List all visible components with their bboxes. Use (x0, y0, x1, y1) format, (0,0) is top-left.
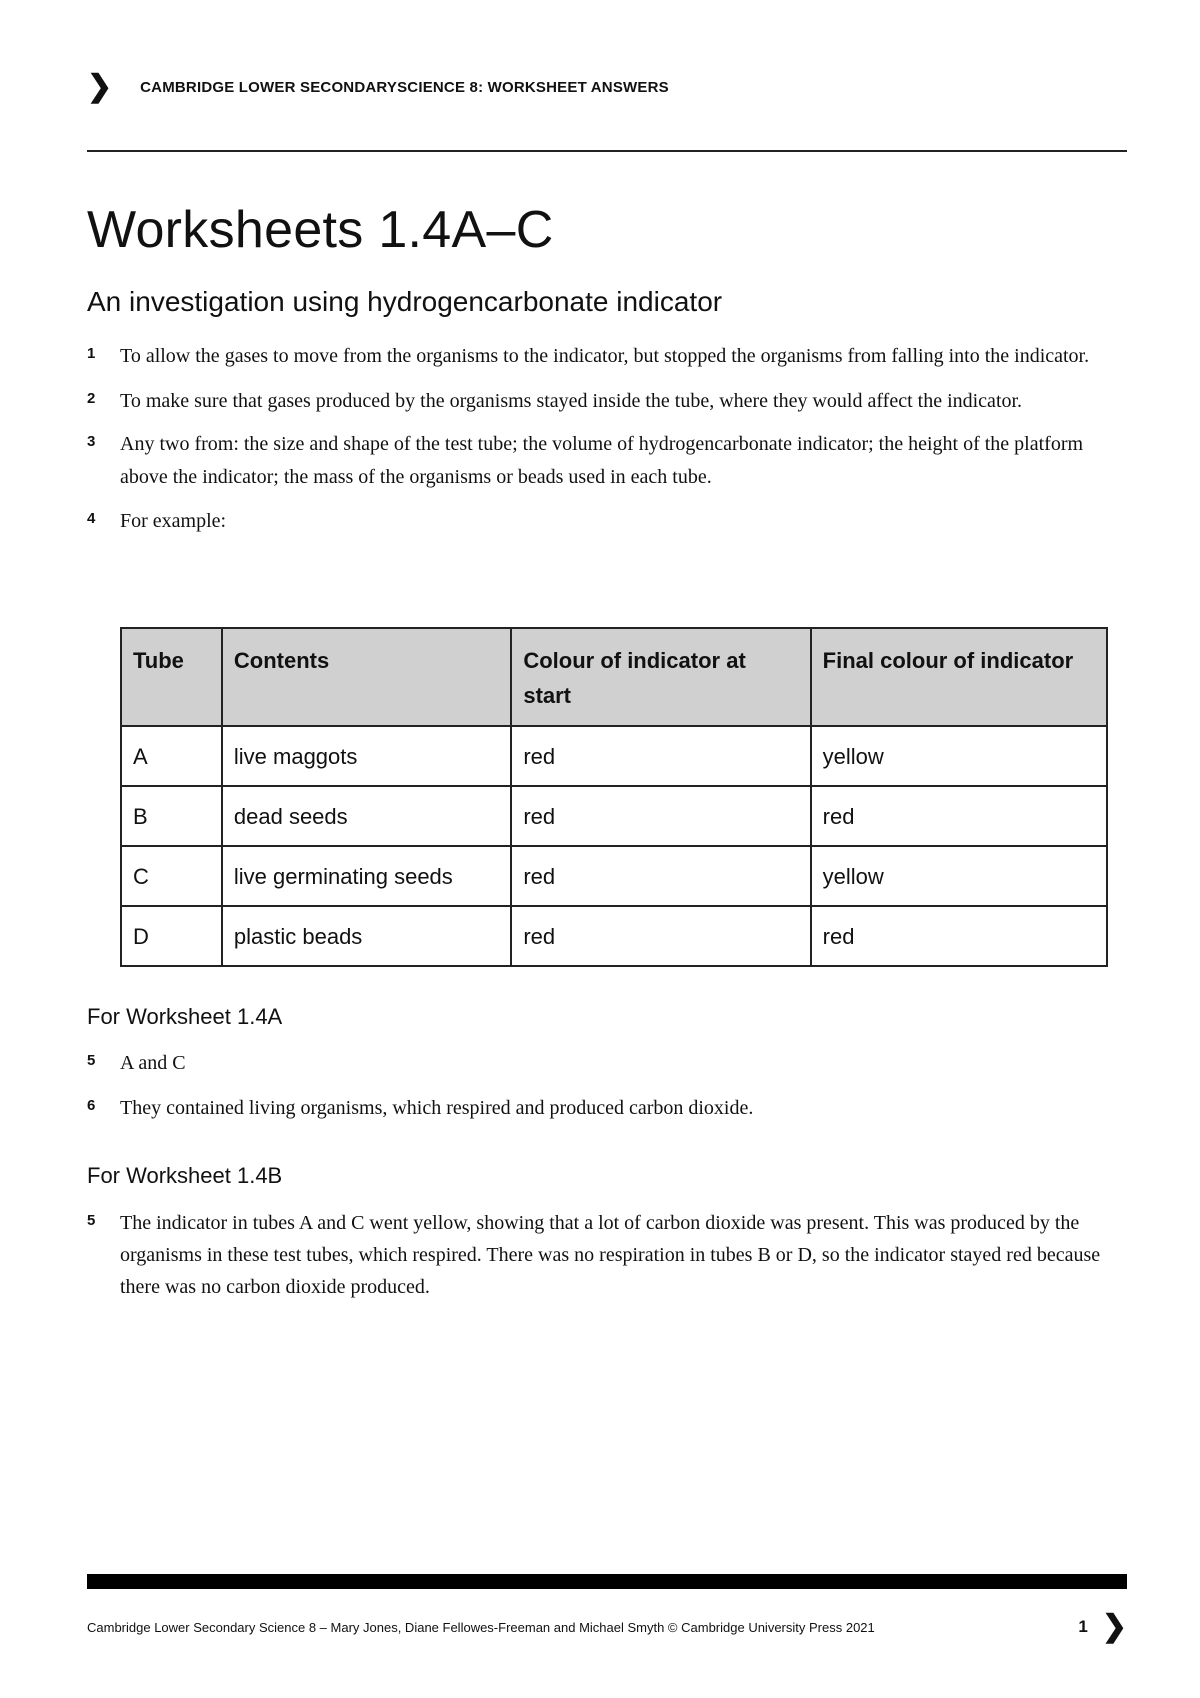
running-header (87, 72, 669, 102)
table-cell: B (121, 786, 222, 846)
worksheet-a-answers (87, 1047, 1107, 1139)
list-item (87, 428, 1107, 494)
table-cell: red (511, 846, 810, 906)
document-page (87, 0, 1127, 1698)
table-cell: red (511, 726, 810, 786)
item-text: To allow the gases to move from the organisms to the indicator, but stopped the organisms from falling into the indicator. (120, 345, 1090, 367)
list-item (87, 340, 1107, 373)
table-cell: A (121, 726, 222, 786)
header-text: CAMBRIDGE LOWER SECONDARYSCIENCE 8: WORKSHEET ANSWERS (140, 78, 669, 96)
chevron-right-icon: ❯ (87, 70, 113, 103)
footer-credit: Cambridge Lower Secondary Science 8 – Mary Jones, Diane Fellowes-Freeman and Michael Smyth © Cambridge University Press 2021 (87, 1619, 875, 1635)
table-row (121, 786, 1107, 846)
table-cell: D (121, 906, 222, 966)
section-heading-worksheet-b: For Worksheet 1.4B (87, 1163, 283, 1188)
table-cell: C (121, 846, 222, 906)
list-item (87, 1047, 1107, 1080)
item-number: 4 (87, 510, 96, 527)
header-rule (87, 150, 1127, 152)
item-number: 5 (87, 1212, 96, 1229)
results-table (120, 627, 1108, 967)
table-cell: plastic beads (222, 906, 511, 966)
question-list (87, 340, 1107, 552)
item-text: Any two from: the size and shape of the test tube; the volume of hydrogencarbonate indicator; the height of the platform above the indicator; the mass of the organisms or beads used in each tube. (120, 433, 1084, 488)
list-item (87, 1207, 1107, 1303)
table-row (121, 846, 1107, 906)
table-header-row (121, 628, 1107, 726)
worksheet-b-answers (87, 1207, 1107, 1317)
table-cell: red (511, 786, 810, 846)
item-text: A and C (120, 1052, 186, 1074)
item-number: 1 (87, 345, 96, 362)
table-cell: red (811, 906, 1107, 966)
list-item (87, 1092, 1107, 1125)
table-row (121, 726, 1107, 786)
page-subtitle: An investigation using hydrogencarbonate indicator (87, 286, 723, 317)
running-footer (87, 1612, 1127, 1642)
table-cell: red (511, 906, 810, 966)
list-item (87, 385, 1107, 418)
page-title: Worksheets 1.4A–C (87, 201, 554, 259)
list-item (87, 505, 1107, 538)
table-cell: yellow (811, 846, 1107, 906)
table-row (121, 906, 1107, 966)
column-header-start-colour: Colour of indicator at start (511, 628, 810, 726)
footer-page-nav (1078, 1612, 1127, 1642)
table-cell: yellow (811, 726, 1107, 786)
item-number: 5 (87, 1052, 96, 1069)
column-header-contents: Contents (222, 628, 511, 726)
item-number: 2 (87, 390, 96, 407)
item-text: To make sure that gases produced by the organisms stayed inside the tube, where they would affect the indicator. (120, 390, 1023, 412)
page-number: 1 (1078, 1617, 1088, 1636)
section-heading-worksheet-a: For Worksheet 1.4A (87, 1004, 283, 1029)
footer-bar (87, 1574, 1127, 1589)
table-cell: live germinating seeds (222, 846, 511, 906)
column-header-final-colour: Final colour of indicator (811, 628, 1107, 726)
item-text: For example: (120, 510, 227, 532)
item-text: They contained living organisms, which respired and produced carbon dioxide. (120, 1097, 754, 1119)
item-text: The indicator in tubes A and C went yellow, showing that a lot of carbon dioxide was present. This was produced by the organisms in these test tubes, which respired. There was no respiration in tubes B or D, so the indicator stayed red because there was no carbon dioxide produced. (120, 1212, 1101, 1298)
item-number: 6 (87, 1097, 96, 1114)
column-header-tube: Tube (121, 628, 222, 726)
table-cell: dead seeds (222, 786, 511, 846)
table-cell: live maggots (222, 726, 511, 786)
chevron-right-icon: ❯ (1101, 1610, 1127, 1643)
table-cell: red (811, 786, 1107, 846)
item-number: 3 (87, 433, 96, 450)
